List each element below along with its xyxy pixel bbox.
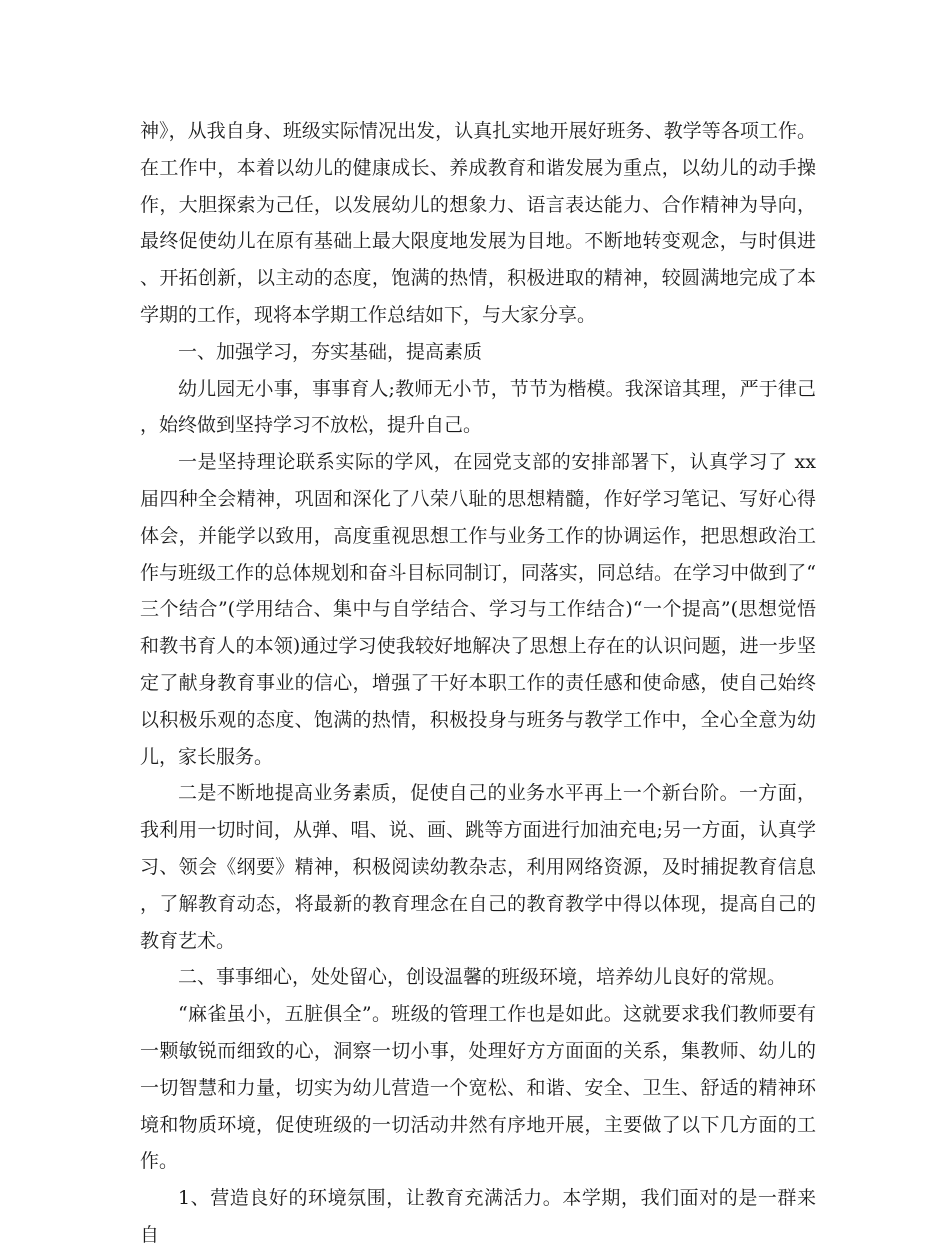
paragraph-3: 二是不断地提高业务素质，促使自己的业务水平再上一个新台阶。一方面，我利用一切时间，从弹、唱、说、画、跳等方面进行加油充电;另一方面，认真学习、领会《纲要》精神，积极阅读幼教杂志，利用网络资源，及时捕捉教育信息，了解教育动态，将最新的教育理念在自己的教育教学中得以体现，提高自己的教育艺术。: [140, 782, 816, 952]
section-heading-1: 一、加强学习，夯实基础，提高素质: [178, 340, 483, 363]
document-body: [140, 113, 816, 1254]
paragraph-2: 一是坚持理论联系实际的学风，在园党支部的安排部署下，认真学习了 xx 届四种全会精神，巩固和深化了八荣八耻的思想精髓，作好学习笔记、写好心得体会，并能学以致用，高度重视思想工作与业务工作的协调运作，把思想政治工作与班级工作的总体规划和奋斗目标同制订，同落实，同总结。在学习中做到了“三个结合”(学用结合、集中与自学结合、学习与工作结合)“一个提高”(思想觉悟和教书育人的本领)通过学习使我较好地解决了思想上存在的认识问题，进一步坚定了献身教育事业的信心，增强了干好本职工作的责任感和使命感，使自己始终以积极乐观的态度、饱满的热情，积极投身与班务与教学工作中，全心全意为幼儿，家长服务。: [140, 451, 816, 768]
paragraph-1: 幼儿园无小事，事事育人;教师无小节，节节为楷模。我深谙其理，严于律己，始终做到坚持学习不放松，提升自己。: [140, 377, 816, 437]
paragraph-intro: 神》，从我自身、班级实际情况出发，认真扎实地开展好班务、教学等各项工作。在工作中，本着以幼儿的健康成长、养成教育和谐发展为重点，以幼儿的动手操作，大胆探索为己任，以发展幼儿的想象力、语言表达能力、合作精神为导向，最终促使幼儿在原有基础上最大限度地发展为目地。不断地转变观念，与时俱进、开拓创新，以主动的态度，饱满的热情，积极进取的精神，较圆满地完成了本学期的工作，现将本学期工作总结如下，与大家分享。: [140, 120, 816, 326]
paragraph-5: 1、营造良好的环境氛围，让教育充满活力。本学期，我们面对的是一群来自: [140, 1187, 816, 1246]
paragraph-4: “麻雀虽小，五脏俱全”。班级的管理工作也是如此。这就要求我们教师要有一颗敏锐而细致的心，洞察一切小事，处理好方方面面的关系，集教师、幼儿的一切智慧和力量，切实为幼儿营造一个宽松、和谐、安全、卫生、舒适的精神环境和物质环境，促使班级的一切活动井然有序地开展，主要做了以下几方面的工作。: [140, 1003, 816, 1173]
section-heading-2: 二、事事细心，处处留心，创设温馨的班级环境，培养幼儿良好的常规。: [178, 966, 787, 989]
